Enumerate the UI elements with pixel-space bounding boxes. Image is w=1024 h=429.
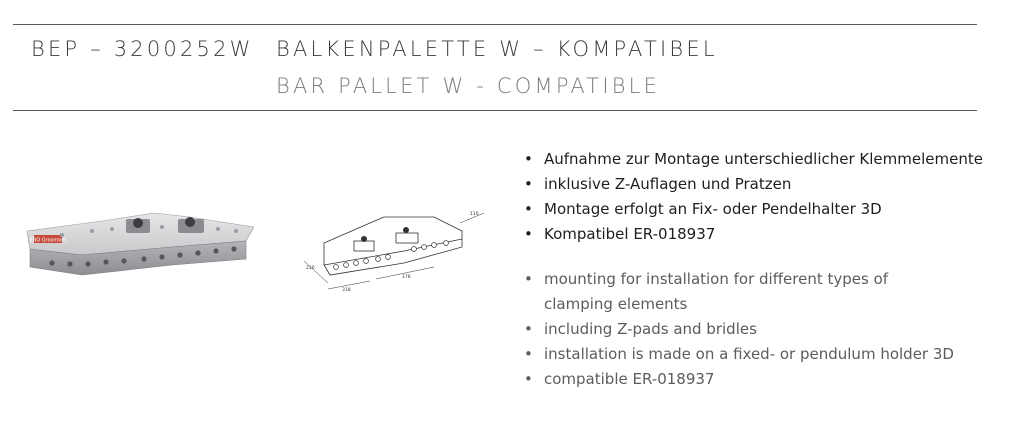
dim-label: 318 bbox=[342, 288, 351, 293]
dim-label: 210 bbox=[306, 266, 315, 271]
technical-drawing bbox=[284, 203, 494, 298]
product-title-de: BALKENPALETTE W – KOMPATIBEL bbox=[276, 37, 718, 61]
dim-label: 110 bbox=[470, 212, 479, 217]
feature-item-en: • including Z-pads and bridles bbox=[522, 317, 954, 342]
feature-item-de: • inklusive Z-Auflagen und Pratzen bbox=[522, 172, 983, 197]
product-title-en: BAR PALLET W - COMPATIBLE bbox=[276, 74, 661, 98]
product-code: BEP – 3200252W bbox=[31, 37, 254, 61]
product-photo bbox=[22, 205, 254, 295]
feature-item-de: • Aufnahme zur Montage unterschiedlicher Klemmelemente bbox=[522, 147, 983, 172]
feature-item-de: • Montage erfolgt an Fix- oder Pendelhalter 3D bbox=[522, 197, 983, 222]
feature-item-de: • Kompatibel ER-018937 bbox=[522, 222, 983, 247]
feature-item-en: • mounting for installation for different types of clamping elements bbox=[522, 267, 944, 317]
feature-list-de bbox=[522, 147, 983, 247]
top-rule bbox=[13, 24, 977, 25]
dim-label: 176 bbox=[402, 275, 411, 280]
feature-list-en bbox=[522, 267, 954, 392]
feature-item-en: • compatible ER-018937 bbox=[522, 367, 954, 392]
header-bottom-rule bbox=[13, 110, 977, 111]
feature-item-en: • installation is made on a fixed- or pendulum holder 3D bbox=[522, 342, 954, 367]
brand-label: ERO Grosmont bbox=[29, 237, 67, 244]
